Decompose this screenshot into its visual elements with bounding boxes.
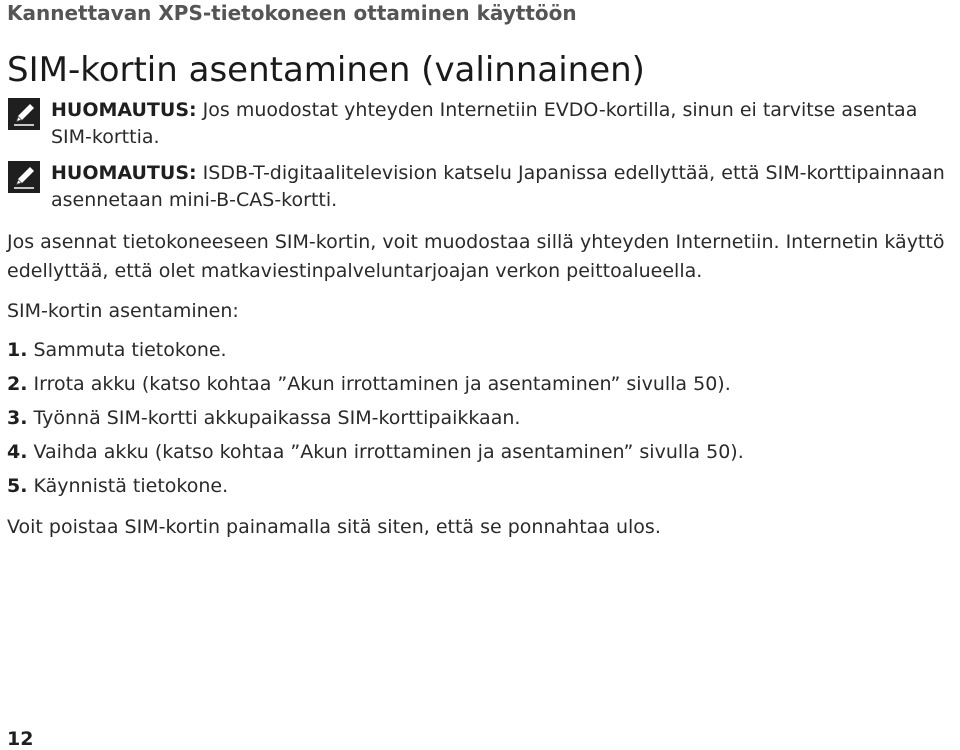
closing-paragraph: Voit poistaa SIM-kortin painamalla sitä siten, että se ponnahtaa ulos.	[7, 516, 661, 538]
step-number: 1.	[7, 339, 28, 361]
intro-paragraph: Jos asennat tietokoneeseen SIM-kortin, voit muodostaa sillä yhteyden Internetiin. Internetin käyttö edellyttää, että olet matkaviestinpalveluntarjoajan verkon peittoalueella.	[7, 231, 945, 282]
section-title: SIM-kortin asentaminen (valinnainen)	[7, 50, 645, 90]
page-number: 12	[7, 728, 34, 750]
note-body: ISDB-T-digitaalitelevision katselu Japanissa edellyttää, että SIM-korttipainnaan asennetaan mini-B-CAS-kortti.	[51, 162, 945, 211]
step-text: Sammuta tietokone.	[27, 339, 227, 361]
note-2	[7, 160, 955, 214]
document-header-title: Kannettavan XPS-tietokoneen ottaminen käyttöön	[7, 1, 577, 25]
step-item	[7, 435, 955, 469]
step-number: 2.	[7, 373, 28, 395]
note-text	[51, 97, 955, 151]
step-item	[7, 469, 955, 503]
step-text: Käynnistä tietokone.	[27, 475, 229, 497]
step-item	[7, 333, 955, 367]
step-number: 3.	[7, 407, 28, 429]
note-text	[51, 160, 955, 214]
step-text: Vaihda akku (katso kohtaa ”Akun irrottaminen ja asentaminen” sivulla 50).	[27, 441, 744, 463]
note-label: HUOMAUTUS:	[51, 162, 197, 184]
steps-list	[7, 333, 955, 503]
step-number: 4.	[7, 441, 28, 463]
note-pencil-icon	[7, 97, 41, 131]
note-pencil-icon	[7, 160, 41, 194]
note-body: Jos muodostat yhteyden Internetiin EVDO-kortilla, sinun ei tarvitse asentaa SIM-korttia.	[51, 99, 918, 148]
step-number: 5.	[7, 475, 28, 497]
step-text: Irrota akku (katso kohtaa ”Akun irrottaminen ja asentaminen” sivulla 50).	[27, 373, 731, 395]
steps-heading: SIM-kortin asentaminen:	[7, 300, 239, 322]
step-text: Työnnä SIM-kortti akkupaikassa SIM-korttipaikkaan.	[27, 407, 521, 429]
step-item	[7, 367, 955, 401]
step-item	[7, 401, 955, 435]
note-1	[7, 97, 955, 151]
note-label: HUOMAUTUS:	[51, 99, 197, 121]
